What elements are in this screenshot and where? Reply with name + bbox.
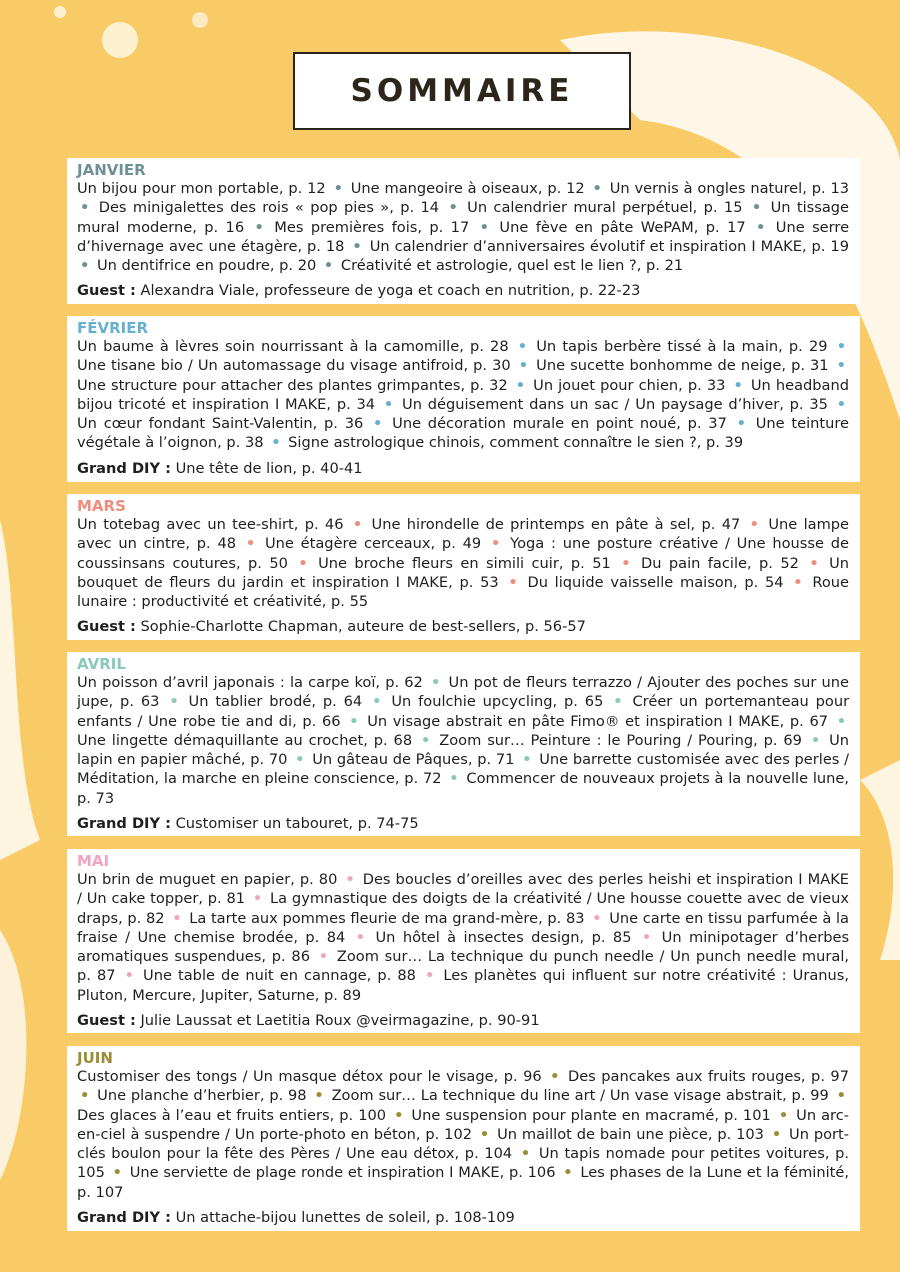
footer-label: Grand DIY : [77, 459, 171, 477]
bullet-separator: • [169, 693, 179, 711]
bullet-separator: • [323, 257, 334, 275]
month-heading: JANVIER [77, 161, 146, 179]
footer-label: Guest : [77, 1012, 136, 1030]
bullet-separator: • [372, 693, 382, 711]
section-body: Un bijou pour mon portable, p. 12 • Une mangeoire à oiseaux, p. 12 • Un vernis à ongles naturel, p. 13 • Des minigalettes des rois « pop pies », p. 14 • Un calendrier mural perpétuel, p. 15 • Un tissage mural moderne, p. 16 • Mes premières fois, p. 17 • Une fève en pâte WePAM, p. 17 • Une serre d’hivernage avec une étagère, p. 18 • Un calendrier d’anniversaires évolutif et inspiration I MAKE, p. 19 • Un dentifrice en poudre, p. 20 • Créativité et astrologie, quel est le lien ?, p. 21 [77, 180, 850, 275]
section-footer [77, 459, 849, 478]
section-body: Customiser des tongs / Un masque détox pour le visage, p. 96 • Des pancakes aux fruits rouges, p. 97 • Une planche d’herbier, p. 98 • Zoom sur… La technique du line art / Un vase visage abstrait, p. 99 • Des glaces à l’eau et fruits entiers, p. 100 • Une suspension pour plante en macramé, p. 101 • Un arc-en-ciel à suspendre / Un porte-photo en béton, p. 102 • Un maillot de bain une pièce, p. 103 • Un port-clés boulon pour la fête des Pères / Une eau détox, p. 104 • Un tapis nomade pour petites voitures, p. 105 • Une serviette de plage ronde et inspiration I MAKE, p. 106 • Les phases de la Lune et la féminité, p. 107 [77, 1068, 850, 1201]
bullet-separator: • [515, 376, 526, 394]
bullet-separator: • [778, 1106, 789, 1124]
bullet-separator: • [490, 535, 501, 553]
bullet-separator: • [271, 434, 281, 452]
bullet-separator: • [621, 554, 631, 572]
month-heading: MAI [77, 852, 110, 870]
bullet-separator: • [333, 180, 343, 197]
month-heading: FÉVRIER [77, 319, 149, 337]
footer-text: Un attache-bijou lunettes de soleil, p. 108-109 [170, 1209, 515, 1227]
bullet-separator: • [836, 395, 847, 413]
month-heading: JUIN [77, 1049, 113, 1067]
bullet-separator: • [431, 674, 441, 691]
bullet-separator: • [345, 871, 355, 888]
section-footer [77, 814, 849, 833]
bullet-separator: • [352, 516, 363, 533]
footer-label: Guest : [77, 618, 136, 636]
section-footer [77, 1208, 849, 1227]
bullet-separator: • [810, 731, 821, 749]
bullet-separator: • [352, 237, 362, 255]
bullet-separator: • [298, 554, 308, 572]
bullet-separator: • [80, 199, 90, 217]
footer-label: Grand DIY : [77, 815, 171, 833]
bullet-separator: • [793, 573, 803, 591]
bullet-separator: • [836, 357, 846, 375]
bullet-separator: • [592, 909, 602, 927]
bullet-separator: • [349, 712, 359, 730]
bullet-separator: • [124, 967, 134, 985]
bullet-separator: • [383, 395, 394, 413]
page-title: SOMMAIRE [350, 73, 574, 109]
section-juin [67, 1046, 860, 1231]
month-heading: MARS [77, 497, 126, 515]
bullet-separator: • [425, 967, 435, 985]
bullet-separator: • [449, 770, 459, 788]
bullet-separator: • [314, 1087, 324, 1105]
bullet-separator: • [318, 948, 329, 966]
bullet-separator: • [520, 1145, 531, 1163]
bullet-separator: • [522, 751, 532, 769]
footer-text: Une tête de lion, p. 40-41 [170, 459, 363, 477]
title-box [293, 52, 631, 130]
footer-text: Alexandra Viale, professeure de yoga et coach en nutrition, p. 22-23 [135, 282, 641, 300]
section-mars [67, 494, 860, 640]
section-footer [77, 617, 849, 636]
footer-text: Julie Laussat et Laetitia Roux @veirmagazine, p. 90-91 [135, 1012, 540, 1030]
bullet-separator: • [751, 199, 762, 217]
bullet-separator: • [641, 928, 652, 946]
bullet-separator: • [112, 1164, 122, 1182]
bullet-separator: • [563, 1164, 573, 1182]
bullet-separator: • [836, 712, 847, 730]
bullet-separator: • [254, 218, 264, 236]
bullet-separator: • [733, 376, 743, 394]
bullet-separator: • [448, 199, 458, 217]
section-body: Un totebag avec un tee-shirt, p. 46 • Une hirondelle de printemps en pâte à sel, p. 47 • Une lampe avec un cintre, p. 48 • Une étagère cerceaux, p. 49 • Yoga : une posture créative / Une housse de coussinsans coutures, p. 50 • Une broche fleurs en simili cuir, p. 51 • Du pain facile, p. 52 • Un bouquet de fleurs du jardin et inspiration I MAKE, p. 53 • Du liquide vaisselle maison, p. 54 • Roue lunaire : productivité et créativité, p. 55 [77, 516, 850, 611]
bullet-separator: • [80, 257, 90, 275]
bullet-separator: • [749, 516, 759, 533]
section-janvier [67, 158, 860, 304]
footer-text: Customiser un tabouret, p. 74-75 [170, 815, 419, 833]
section-footer [77, 1011, 849, 1030]
footer-label: Guest : [77, 282, 136, 300]
section-body: Un baume à lèvres soin nourrissant à la camomille, p. 28 • Un tapis berbère tissé à la main, p. 29 • Une tisane bio / Un automassage du visage antifroid, p. 30 • Une sucette bonhomme de neige, p. 31 • Une structure pour attacher des plantes grimpantes, p. 32 • Un jouet pour chien, p. 33 • Un headband bijou tricoté et inspiration I MAKE, p. 34 • Un déguisement dans un sac / Un paysage d’hiver, p. 35 • Un cœur fondant Saint-Valentin, p. 36 • Une décoration murale en point noué, p. 37 • Une teinture végétale à l’oignon, p. 38 • Signe astrologique chinois, comment connaître le sien ?, p. 39 [77, 338, 850, 452]
bullet-separator: • [479, 1125, 490, 1143]
bullet-separator: • [295, 751, 305, 769]
bullet-separator: • [479, 218, 489, 236]
bullet-separator: • [771, 1125, 782, 1143]
bullet-separator: • [517, 338, 528, 355]
bullet-separator: • [756, 218, 766, 236]
bullet-separator: • [809, 554, 819, 572]
bullet-separator: • [550, 1068, 560, 1085]
bullet-separator: • [836, 1087, 846, 1105]
bullet-separator: • [518, 357, 529, 375]
bullet-separator: • [80, 1087, 90, 1105]
section-body: Un poisson d’avril japonais : la carpe koï, p. 62 • Un pot de fleurs terrazzo / Ajouter des poches sur une jupe, p. 63 • Un tablier brodé, p. 64 • Un foulchie upcycling, p. 65 • Créer un portemanteau pour enfants / Une robe tie and di, p. 66 • Un visage abstrait en pâte Fimo® et inspiration I MAKE, p. 67 • Une lingette démaquillante au crochet, p. 68 • Zoom sur… Peinture : le Pouring / Pouring, p. 69 • Un lapin en papier mâché, p. 70 • Un gâteau de Pâques, p. 71 • Une barrette customisée avec des perles / Méditation, la marche en pleine conscience, p. 72 • Commencer de nouveaux projets à la nouvelle lune, p. 73 [77, 674, 850, 807]
section-fevrier [67, 316, 860, 482]
bullet-separator: • [245, 535, 256, 553]
bullet-separator: • [836, 338, 847, 355]
footer-label: Grand DIY : [77, 1209, 171, 1227]
bullet-separator: • [592, 180, 602, 197]
section-footer [77, 281, 849, 300]
bullet-separator: • [421, 731, 431, 749]
month-heading: AVRIL [77, 655, 126, 673]
bullet-separator: • [172, 909, 182, 927]
footer-text: Sophie-Charlotte Chapman, auteure de best-sellers, p. 56-57 [135, 618, 586, 636]
bullet-separator: • [373, 415, 383, 433]
section-avril [67, 652, 860, 836]
section-mai [67, 849, 860, 1033]
bullet-separator: • [252, 890, 263, 908]
bullet-separator: • [613, 693, 623, 711]
bullet-separator: • [355, 928, 366, 946]
bullet-separator: • [736, 415, 746, 433]
section-body: Un brin de muguet en papier, p. 80 • Des boucles d’oreilles avec des perles heishi et inspiration I MAKE / Un cake topper, p. 81 • La gymnastique des doigts de la créativité / Une housse couette avec de vieux draps, p. 82 • La tarte aux pommes fleurie de ma grand-mère, p. 83 • Une carte en tissu parfumée à la fraise / Une chemise brodée, p. 84 • Un hôtel à insectes design, p. 85 • Un minipotager d’herbes aromatiques suspendues, p. 86 • Zoom sur… La technique du punch needle / Un punch needle mural, p. 87 • Une table de nuit en cannage, p. 88 • Les planètes qui influent sur notre créativité : Uranus, Pluton, Mercure, Jupiter, Saturne, p. 89 [77, 871, 850, 1004]
bullet-separator: • [508, 573, 518, 591]
bullet-separator: • [394, 1106, 404, 1124]
